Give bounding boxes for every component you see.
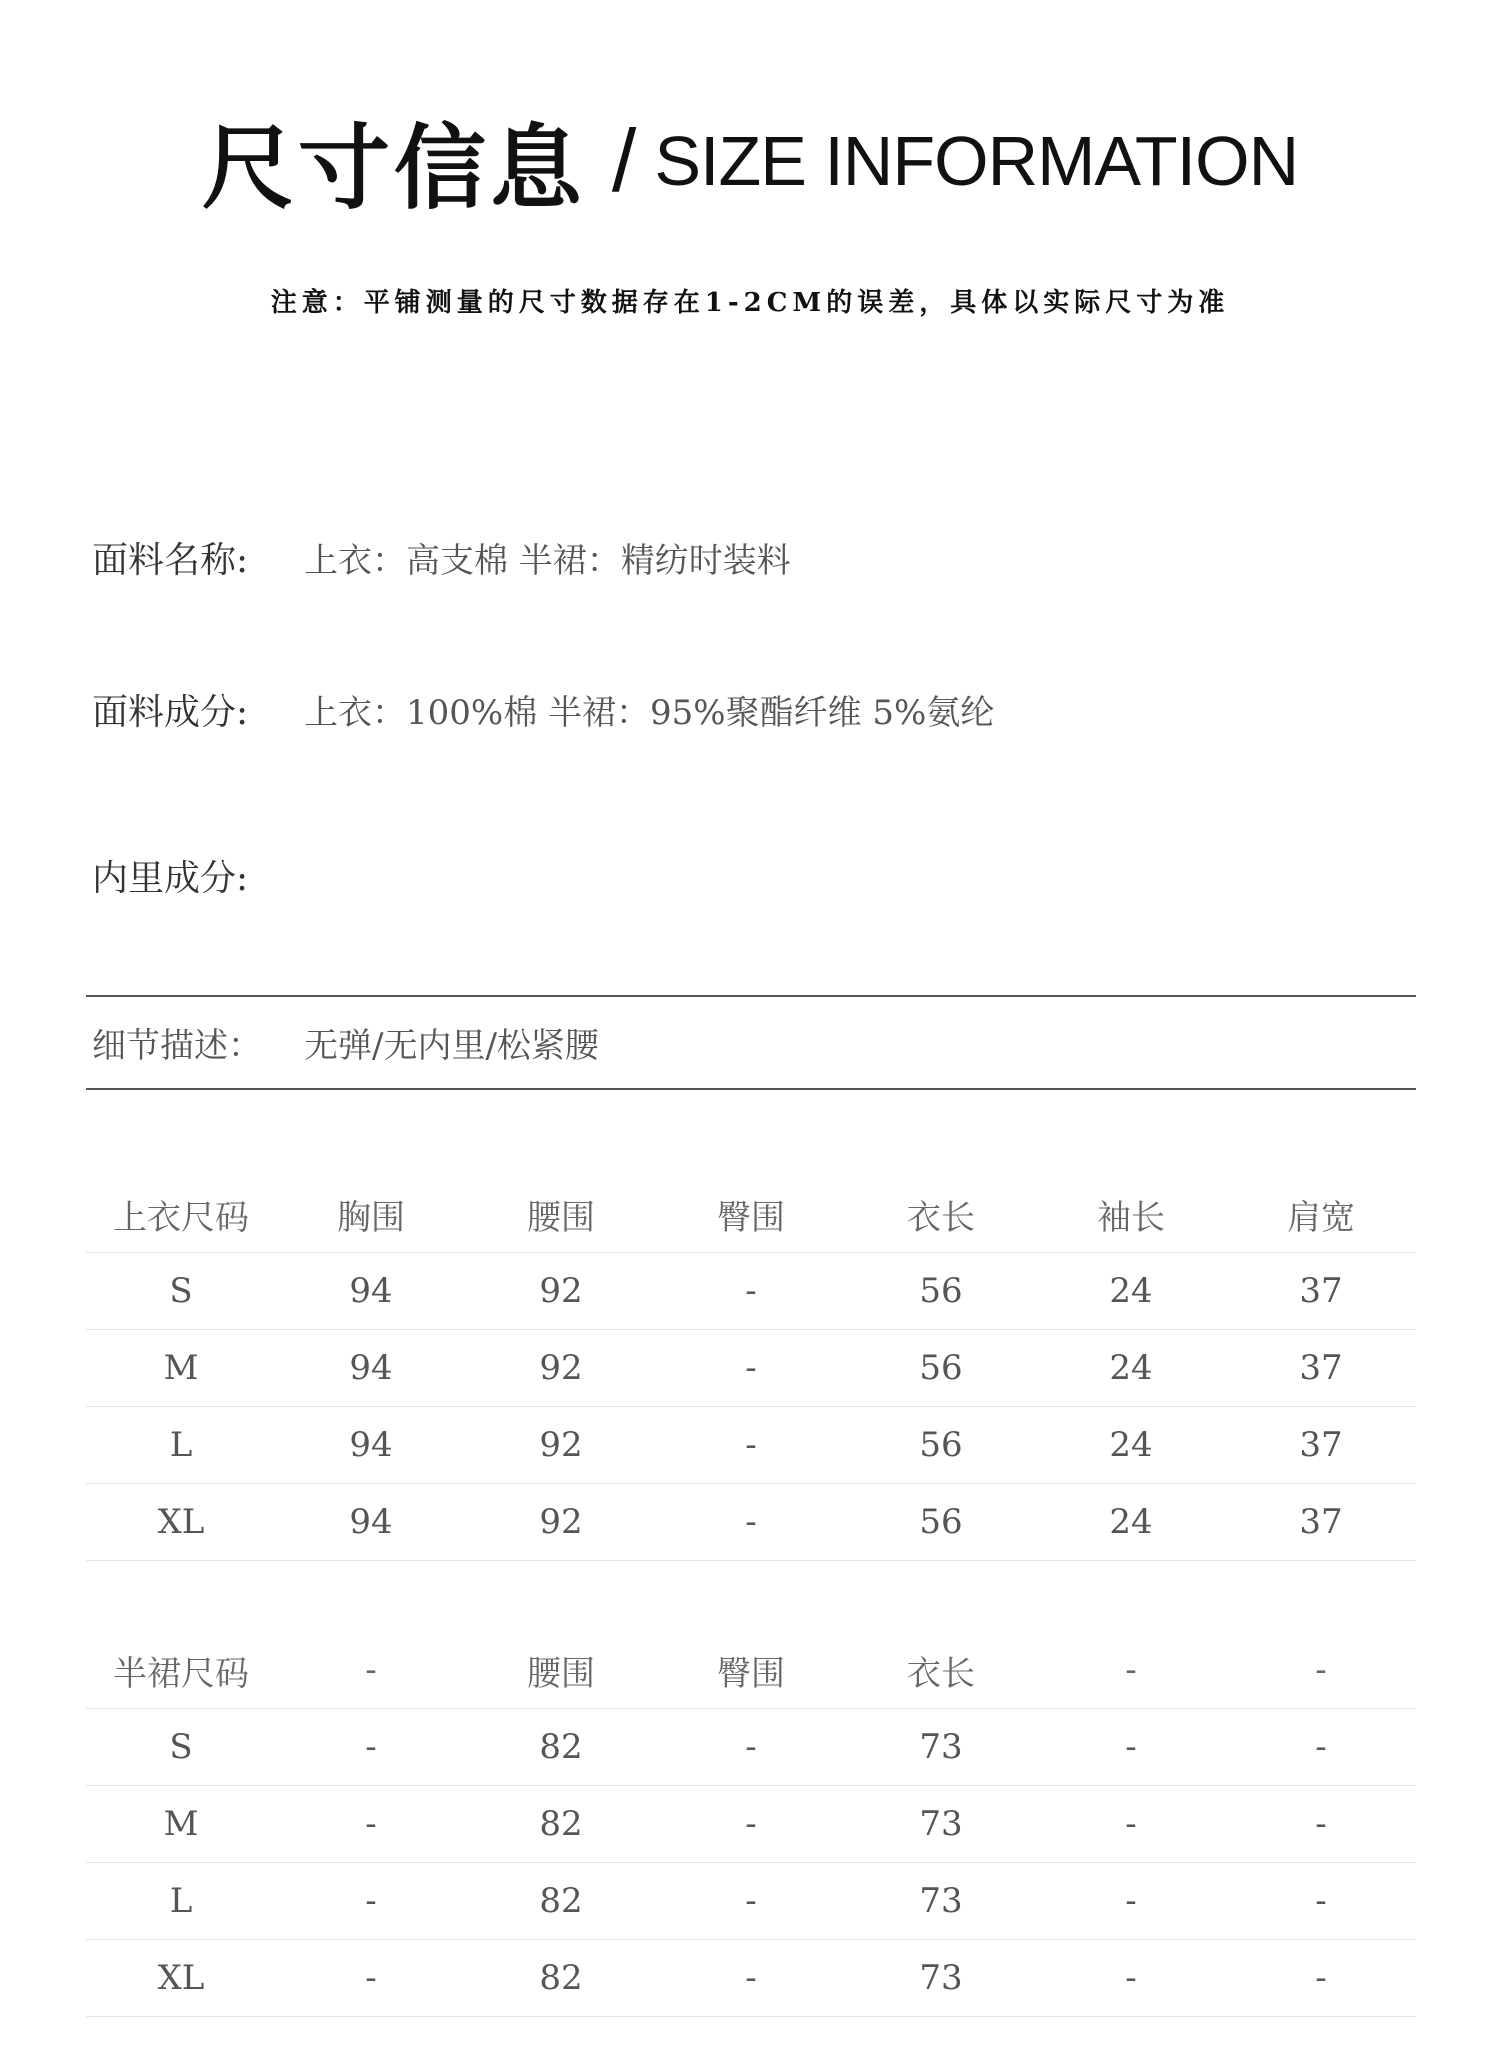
size-cell: XL [86,1940,276,2017]
value-cell: 56 [846,1253,1036,1330]
divider-top [86,995,1416,997]
header-cell: 半裙尺码 [86,1632,276,1709]
value-cell: 73 [846,1709,1036,1786]
header-cell: 袖长 [1036,1176,1226,1253]
value-cell: 94 [276,1407,466,1484]
value-cell: 73 [846,1940,1036,2017]
value-cell: - [1036,1786,1226,1863]
table-row [86,1709,1416,1786]
value-cell: - [276,1940,466,2017]
value-cell: 56 [846,1484,1036,1561]
table-row [86,1940,1416,2017]
detail-description-label: 细节描述： [92,1026,262,1066]
value-cell: 82 [466,1786,656,1863]
page-title-en: SIZE INFORMATION [654,122,1299,200]
value-cell: - [1226,1940,1416,2017]
size-cell: S [86,1253,276,1330]
value-cell: 37 [1226,1253,1416,1330]
value-cell: 24 [1036,1330,1226,1407]
table-header-row [86,1632,1416,1709]
value-cell: 37 [1226,1330,1416,1407]
lining-composition-row [92,850,304,901]
value-cell: - [1036,1709,1226,1786]
value-cell: 73 [846,1863,1036,1940]
table-row [86,1253,1416,1330]
value-cell: 94 [276,1330,466,1407]
fabric-name-value: 上衣：高支棉 半裙：精纺时装料 [304,541,791,581]
header-cell: 腰围 [466,1632,656,1709]
value-cell: 82 [466,1940,656,2017]
value-cell: 56 [846,1407,1036,1484]
value-cell: - [656,1940,846,2017]
value-cell: - [276,1786,466,1863]
header-cell: - [1226,1632,1416,1709]
header-cell: 肩宽 [1226,1176,1416,1253]
header-cell: 臀围 [656,1176,846,1253]
table-row [86,1330,1416,1407]
value-cell: 37 [1226,1484,1416,1561]
table-header-row [86,1176,1416,1253]
header-cell: 衣长 [846,1632,1036,1709]
header-cell: 腰围 [466,1176,656,1253]
header-cell: 上衣尺码 [86,1176,276,1253]
value-cell: - [276,1709,466,1786]
value-cell: 56 [846,1330,1036,1407]
value-cell: - [276,1863,466,1940]
header-cell: - [1036,1632,1226,1709]
value-cell: 24 [1036,1407,1226,1484]
measurement-note: 注意：平铺测量的尺寸数据存在1-2CM的误差，具体以实际尺寸为准 [270,288,1230,318]
value-cell: 82 [466,1709,656,1786]
top-size-table [86,1176,1416,1561]
lining-composition-label: 内里成分: [92,858,249,899]
skirt-size-table [86,1632,1416,2017]
size-cell: S [86,1709,276,1786]
fabric-composition-label: 面料成分: [92,692,249,733]
divider-bottom [86,1088,1416,1090]
value-cell: 92 [466,1407,656,1484]
page-title-cn: 尺寸信息 [201,115,586,222]
size-cell: L [86,1407,276,1484]
page-header [0,95,1500,227]
value-cell: - [1226,1709,1416,1786]
value-cell: 94 [276,1484,466,1561]
value-cell: - [1226,1863,1416,1940]
value-cell: - [656,1407,846,1484]
fabric-name-label: 面料名称: [92,540,249,581]
table-row [86,1786,1416,1863]
value-cell: 92 [466,1253,656,1330]
value-cell: - [1036,1940,1226,2017]
detail-description-value: 无弹/无内里/松紧腰 [304,1026,599,1066]
size-cell: M [86,1330,276,1407]
value-cell: - [656,1330,846,1407]
fabric-name-row [92,532,791,583]
size-cell: XL [86,1484,276,1561]
value-cell: - [656,1709,846,1786]
table-row [86,1484,1416,1561]
header-cell: 臀围 [656,1632,846,1709]
value-cell: - [656,1786,846,1863]
value-cell: 24 [1036,1253,1226,1330]
size-cell: L [86,1863,276,1940]
table-row [86,1407,1416,1484]
title-separator: / [611,111,637,210]
value-cell: 94 [276,1253,466,1330]
header-cell: 胸围 [276,1176,466,1253]
value-cell: - [1036,1863,1226,1940]
header-cell: 衣长 [846,1176,1036,1253]
fabric-composition-value: 上衣：100%棉 半裙：95%聚酯纤维 5%氨纶 [304,693,995,733]
value-cell: - [1226,1786,1416,1863]
size-cell: M [86,1786,276,1863]
value-cell: - [656,1484,846,1561]
detail-description-row [92,1018,599,1067]
header-cell: - [276,1632,466,1709]
table-row [86,1863,1416,1940]
fabric-composition-row [92,684,994,735]
value-cell: 73 [846,1786,1036,1863]
value-cell: 24 [1036,1484,1226,1561]
value-cell: - [656,1253,846,1330]
value-cell: 82 [466,1863,656,1940]
value-cell: 92 [466,1484,656,1561]
value-cell: - [656,1863,846,1940]
value-cell: 92 [466,1330,656,1407]
value-cell: 37 [1226,1407,1416,1484]
